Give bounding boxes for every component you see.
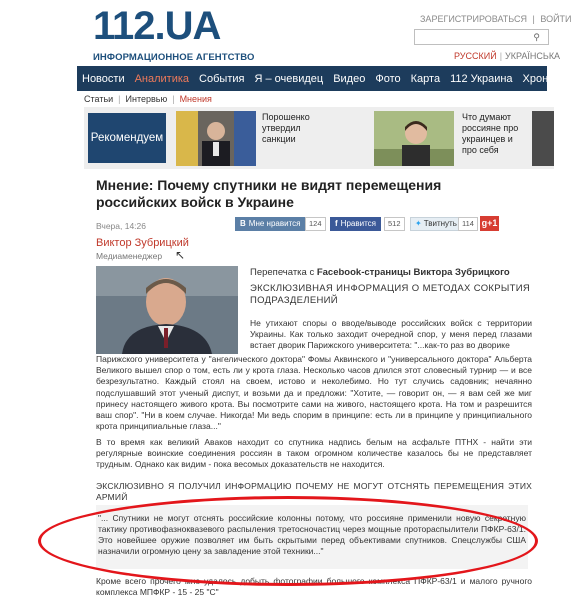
account-link-separator: | [532, 14, 535, 24]
article-paragraph: Парижского университета у "ангелического доктора" Фомы Аквинского и "универсального доктора" Альберта Великого вышел спор о том, есть ли у крота глаза. Несколько часов длился этот словесный турнир — и все безрезультатно. Каждый стоял на своем, истово и неколебимо. Но тут случись садовник; нечаянно подслушавший этот ученый диспут, и возьми да и предложи: "Хотите, — говорит он, — я вам сей же миг принесу настоящего живого крота. Вы посмотрите сами на живого, настоящего крота. На том и разрешится ваш спор". "Ни в коем случае. Никогда! Ми ведь спорим в принципе: есть ли в принципе у принципиального крота принципиальные глаза..." [96, 354, 532, 432]
twitter-tweet-button[interactable] [410, 217, 462, 231]
author-role: Медиаменеджер [96, 251, 163, 261]
recommended-label: Рекомендуем [88, 113, 166, 163]
recommended-item-text[interactable]: Что думают россияне про украинцев и про себя [462, 112, 519, 155]
article-subheading: ЭКСКЛЮЗИВНАЯ ИНФОРМАЦИЯ О МЕТОДАХ СОКРЫТИЯ ПОДРАЗДЕЛЕНИЙ [250, 283, 530, 306]
twitter-tweet-label: Твитнуть [423, 219, 457, 228]
facebook-icon: f [335, 219, 338, 228]
nav-map[interactable]: Карта [410, 72, 441, 85]
repost-note [250, 267, 510, 278]
nav-eyewitness[interactable]: Я – очевидец [254, 72, 324, 85]
twitter-tweet-count: 114 [458, 217, 478, 231]
lang-russian[interactable]: РУССКИЙ [454, 51, 497, 61]
vk-icon: B [240, 219, 246, 228]
repost-prefix: Перепечатка с [250, 267, 317, 278]
facebook-like-label: Нравится [340, 219, 376, 228]
author-name[interactable]: Виктор Зубрицкий [96, 237, 189, 249]
nav-analytics[interactable]: Аналитика [134, 72, 190, 85]
facebook-like-count: 512 [384, 217, 405, 231]
mouse-cursor-icon: ↖ [175, 248, 186, 262]
lang-separator: | [499, 51, 503, 61]
subnav-separator: | [118, 94, 121, 104]
twitter-bird-icon: ✦ [415, 219, 422, 228]
article-paragraph-caps: ЭКСКЛЮЗИВНО Я ПОЛУЧИЛ ИНФОРМАЦИЮ ПОЧЕМУ НЕ МОГУТ ОТСНЯТЬ ПЕРЕМЕЩЕНИЯ ЭТИХ АРМИЙ [96, 481, 532, 503]
login-link[interactable]: ВОЙТИ [540, 14, 572, 24]
nav-112-ukraine[interactable]: 112 Украина [450, 72, 513, 85]
article-title: Мнение: Почему спутники не видят перемещения российских войск в Украине [96, 177, 442, 210]
article-quote: "... Спутники не могут отснять российские колонны потому, что россияне применили новую секретную тактику противофазноквазевого распыления третосночастиц через мощные протораспылители ПФКР-63/1. Это новейшее оружие позволяет им быть скрытыми перед объективами спутников. Спецслужбы США назначили огромную цену за завладение этой техники..." [98, 513, 526, 556]
lang-ukrainian[interactable]: УКРАЇНСЬКА [505, 51, 561, 61]
sub-navigation [84, 94, 212, 104]
vk-like-count: 124 [305, 217, 326, 231]
google-plus-button[interactable]: g+1 [480, 216, 499, 231]
article-paragraph: Не утихают споры о вводе/выводе российских войск с территории Украины. Как только заходит очередной спор, у меня перед глазами встает дворик Парижского университета: "...как-то раз во дворике [250, 318, 532, 351]
facebook-like-button[interactable] [330, 217, 381, 231]
account-links [420, 14, 575, 24]
author-photo [96, 266, 238, 354]
language-switcher [454, 51, 560, 61]
nav-photo[interactable]: Фото [375, 72, 401, 85]
recommended-thumbnail-man[interactable] [374, 111, 454, 166]
recommended-thumbnail-poroshenko[interactable] [176, 111, 256, 166]
article-timestamp: Вчера, 14:26 [96, 221, 146, 231]
register-link[interactable]: ЗАРЕГИСТРИРОВАТЬСЯ [420, 14, 527, 24]
logo-title: 112.UA [93, 4, 221, 48]
repost-source-link[interactable]: Facebook-страницы Виктора Зубрицкого [316, 267, 510, 278]
vk-like-label: Мне нравится [248, 219, 301, 228]
subnav-articles[interactable]: Статьи [84, 94, 114, 104]
nav-news[interactable]: Новости [82, 72, 125, 85]
subnav-opinions[interactable]: Мнения [179, 94, 212, 104]
search-icon[interactable]: ⚲ [533, 32, 540, 42]
vk-like-button[interactable] [235, 217, 305, 231]
article-paragraph: Кроме всего прочего мне удалось добыть фотографии большого комплекса ПФКР-63/1 и малого ручного комплекса МПФКР - 15 - 25 "С" [96, 576, 532, 598]
nav-video[interactable]: Видео [333, 72, 366, 85]
search-input[interactable] [414, 29, 549, 45]
recommended-bar [84, 107, 554, 169]
logo-subtitle: ИНФОРМАЦИОННОЕ АГЕНТСТВО [93, 52, 255, 63]
subnav-interviews[interactable]: Интервью [125, 94, 168, 104]
main-navigation [77, 66, 566, 91]
article-paragraph: В то время как великий Аваков находит со спутника надпись белым на асфальте ПТНХ - найти эти регулярные воинские соединения россиян в таком огромном количестве казалось бы не представляет трудным. Однако как видим - пока весомых доказательств не находится. [96, 437, 532, 470]
subnav-separator: | [172, 94, 175, 104]
site-logo[interactable] [93, 6, 255, 63]
recommended-item-text[interactable]: Порошенко утвердил санкции [262, 112, 310, 144]
nav-events[interactable]: События [199, 72, 245, 85]
nav-chronicle[interactable]: Хроника [522, 72, 566, 85]
recommended-thumbnail-partial[interactable] [532, 111, 554, 166]
